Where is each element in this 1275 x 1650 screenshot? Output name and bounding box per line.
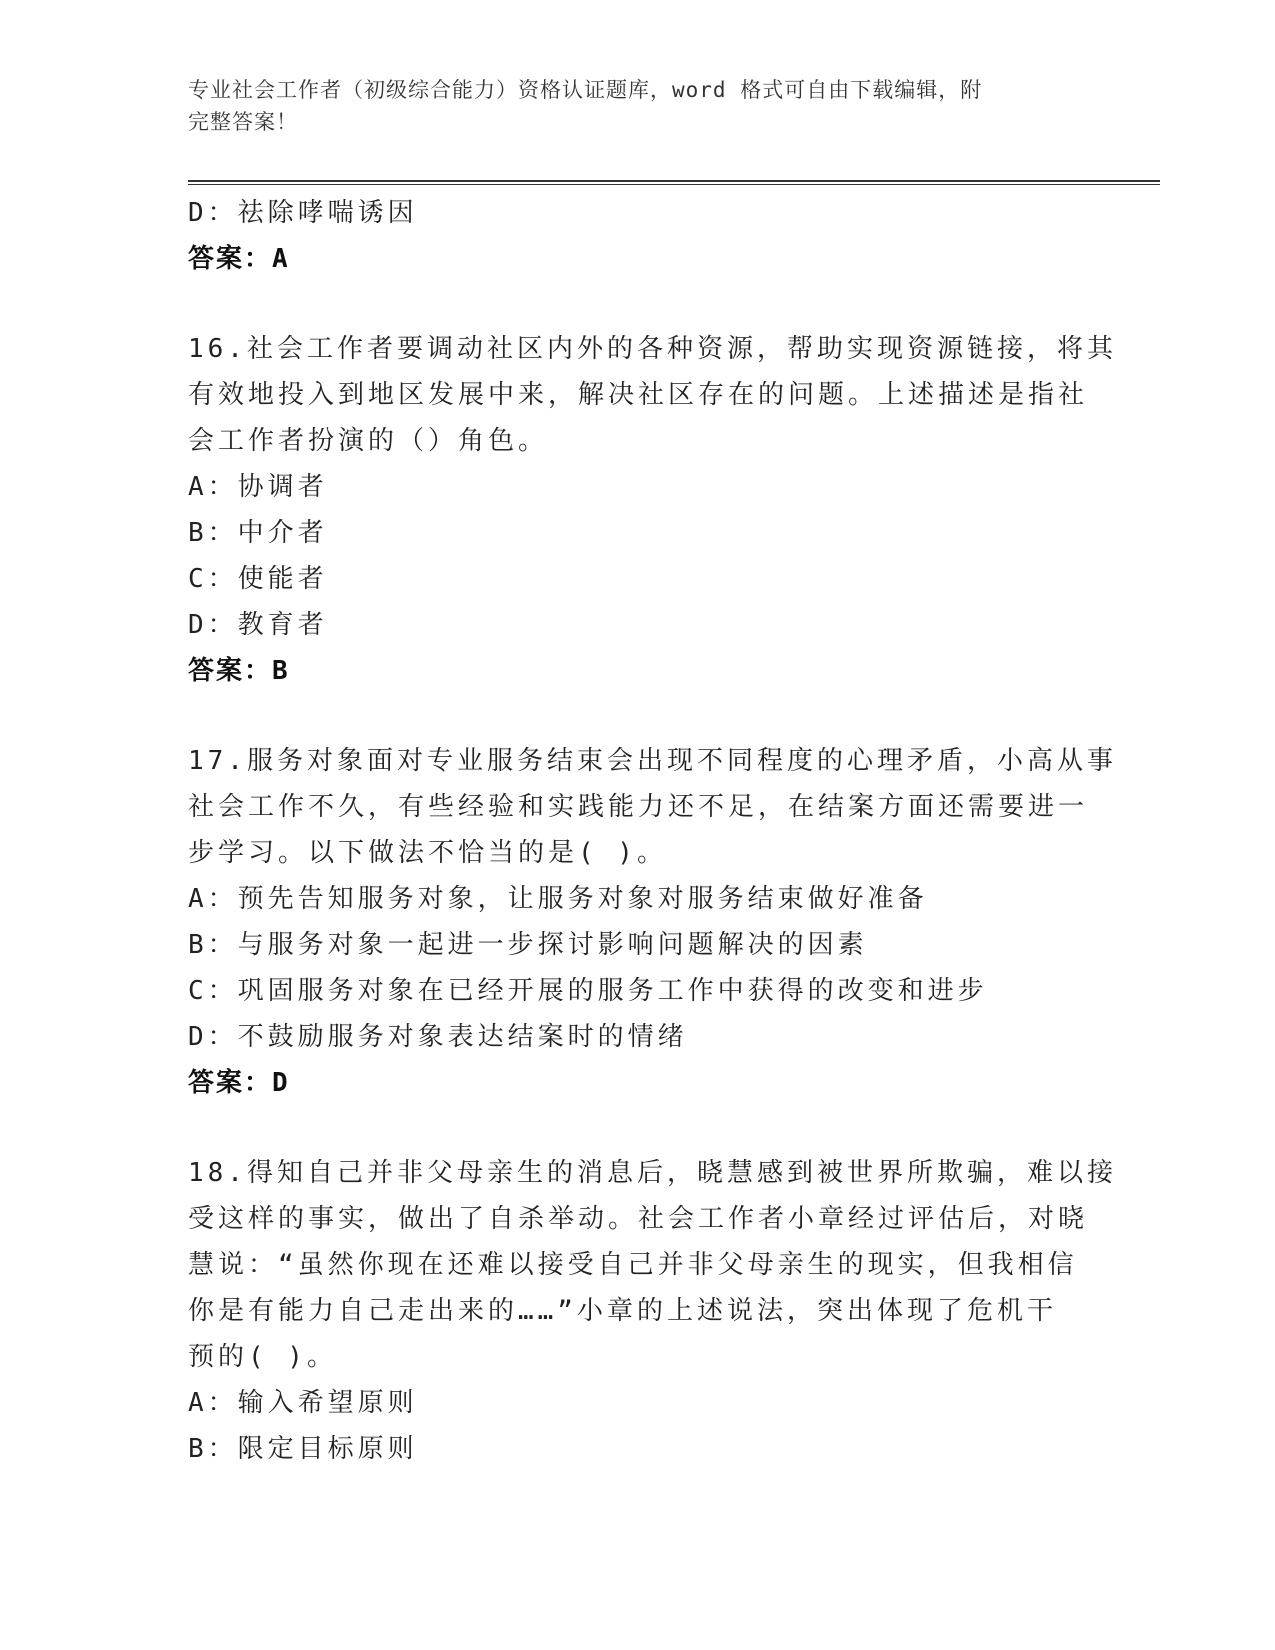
option-d: D：不鼓励服务对象表达结案时的情绪 <box>188 1022 688 1052</box>
question-stem-line: 16.社会工作者要调动社区内外的各种资源，帮助实现资源链接，将其 <box>188 334 1117 364</box>
prev-answer: 答案：A <box>188 244 290 274</box>
question-stem-line: 会工作者扮演的（）角色。 <box>188 426 549 456</box>
question-stem-line: 社会工作不久，有些经验和实践能力还不足，在结案方面还需要进一 <box>188 792 1089 822</box>
question-stem-line: 步学习。以下做法不恰当的是( )。 <box>188 838 667 868</box>
answer-16: 答案：B <box>188 656 290 686</box>
option-b: B：中介者 <box>188 518 328 548</box>
header-rule-top <box>188 180 1160 182</box>
header-rule-bottom <box>188 184 1160 185</box>
option-a: A：输入希望原则 <box>188 1388 418 1418</box>
question-stem-line: 有效地投入到地区发展中来，解决社区存在的问题。上述描述是指社 <box>188 380 1089 410</box>
answer-17: 答案：D <box>188 1068 290 1098</box>
question-stem-line: 慧说：“虽然你现在还难以接受自己并非父母亲生的现实，但我相信 <box>188 1250 1078 1280</box>
option-b: B：与服务对象一起进一步探讨影响问题解决的因素 <box>188 930 868 960</box>
question-18 <box>188 1150 1117 1472</box>
header-line-1: 专业社会工作者（初级综合能力）资格认证题库，word 格式可自由下载编辑，附 <box>188 78 983 102</box>
option-c: C：巩固服务对象在已经开展的服务工作中获得的改变和进步 <box>188 976 988 1006</box>
header-line-2: 完整答案！ <box>188 110 298 134</box>
option-c: C：使能者 <box>188 564 328 594</box>
question-content <box>188 190 1117 1472</box>
question-stem-line: 你是有能力自己走出来的……”小章的上述说法，突出体现了危机干 <box>188 1296 1057 1326</box>
question-stem-line: 17.服务对象面对专业服务结束会出现不同程度的心理矛盾，小高从事 <box>188 746 1117 776</box>
option-a: A：预先告知服务对象，让服务对象对服务结束做好准备 <box>188 884 928 914</box>
question-17 <box>188 738 1117 1106</box>
question-stem-line: 18.得知自己并非父母亲生的消息后，晓慧感到被世界所欺骗，难以接 <box>188 1158 1117 1188</box>
question-stem-line: 受这样的事实，做出了自杀举动。社会工作者小章经过评估后，对晓 <box>188 1204 1089 1234</box>
document-header <box>188 74 1088 138</box>
option-a: A：协调者 <box>188 472 328 502</box>
question-16 <box>188 326 1117 694</box>
option-d: D：教育者 <box>188 610 328 640</box>
prev-option-d: D：祛除哮喘诱因 <box>188 198 418 228</box>
question-stem-line: 预的( )。 <box>188 1342 337 1372</box>
option-b: B：限定目标原则 <box>188 1434 418 1464</box>
